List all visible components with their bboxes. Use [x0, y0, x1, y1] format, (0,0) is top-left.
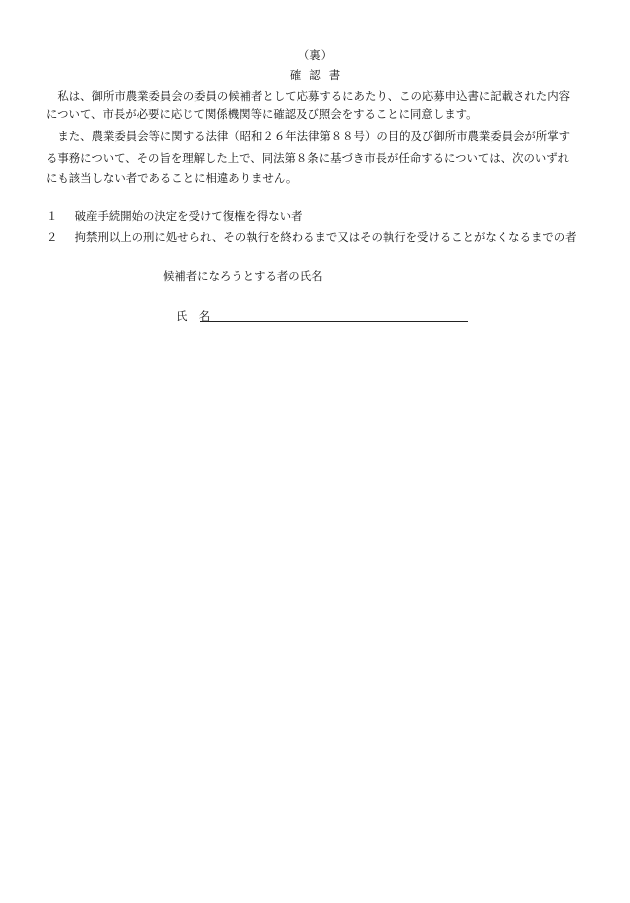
list-item-text: 破産手続開始の決定を受けて復権を得ない者	[74, 209, 303, 223]
signature-heading: 候補者になろうとする者の氏名	[163, 269, 323, 283]
paragraph2-line2: る事務について、その旨を理解した上で、同法第８条に基づき市長が任命するについては、次のいずれ	[46, 151, 570, 165]
document-title-text: 確認書	[289, 68, 349, 82]
name-label: 氏 名	[176, 309, 211, 323]
list-item-text: 拘禁刑以上の刑に処せられ、その執行を終わるまで又はその執行を受けることがなくなるまでの者	[74, 230, 577, 244]
paragraph1-line1: 私は、御所市農業委員会の委員の候補者として応募するにあたり、この応募申込書に記載された内容	[46, 89, 570, 103]
paragraph2-line1: また、農業委員会等に関する法律（昭和２６年法律第８８号）の目的及び御所市農業委員会が所掌す	[46, 129, 570, 143]
list-item-number: ２	[46, 230, 58, 244]
document-title	[0, 70, 630, 81]
list-item-number: １	[46, 209, 58, 223]
list-item	[46, 211, 302, 222]
paragraph1-line2: について、市長が必要に応じて関係機関等に確認及び照会をすることに同意します。	[46, 107, 478, 121]
paragraph2-line3: にも該当しない者であることに相違ありません。	[46, 171, 298, 185]
list-item	[46, 232, 577, 243]
side-label: （裏）	[297, 48, 333, 62]
signature-line	[200, 321, 468, 322]
